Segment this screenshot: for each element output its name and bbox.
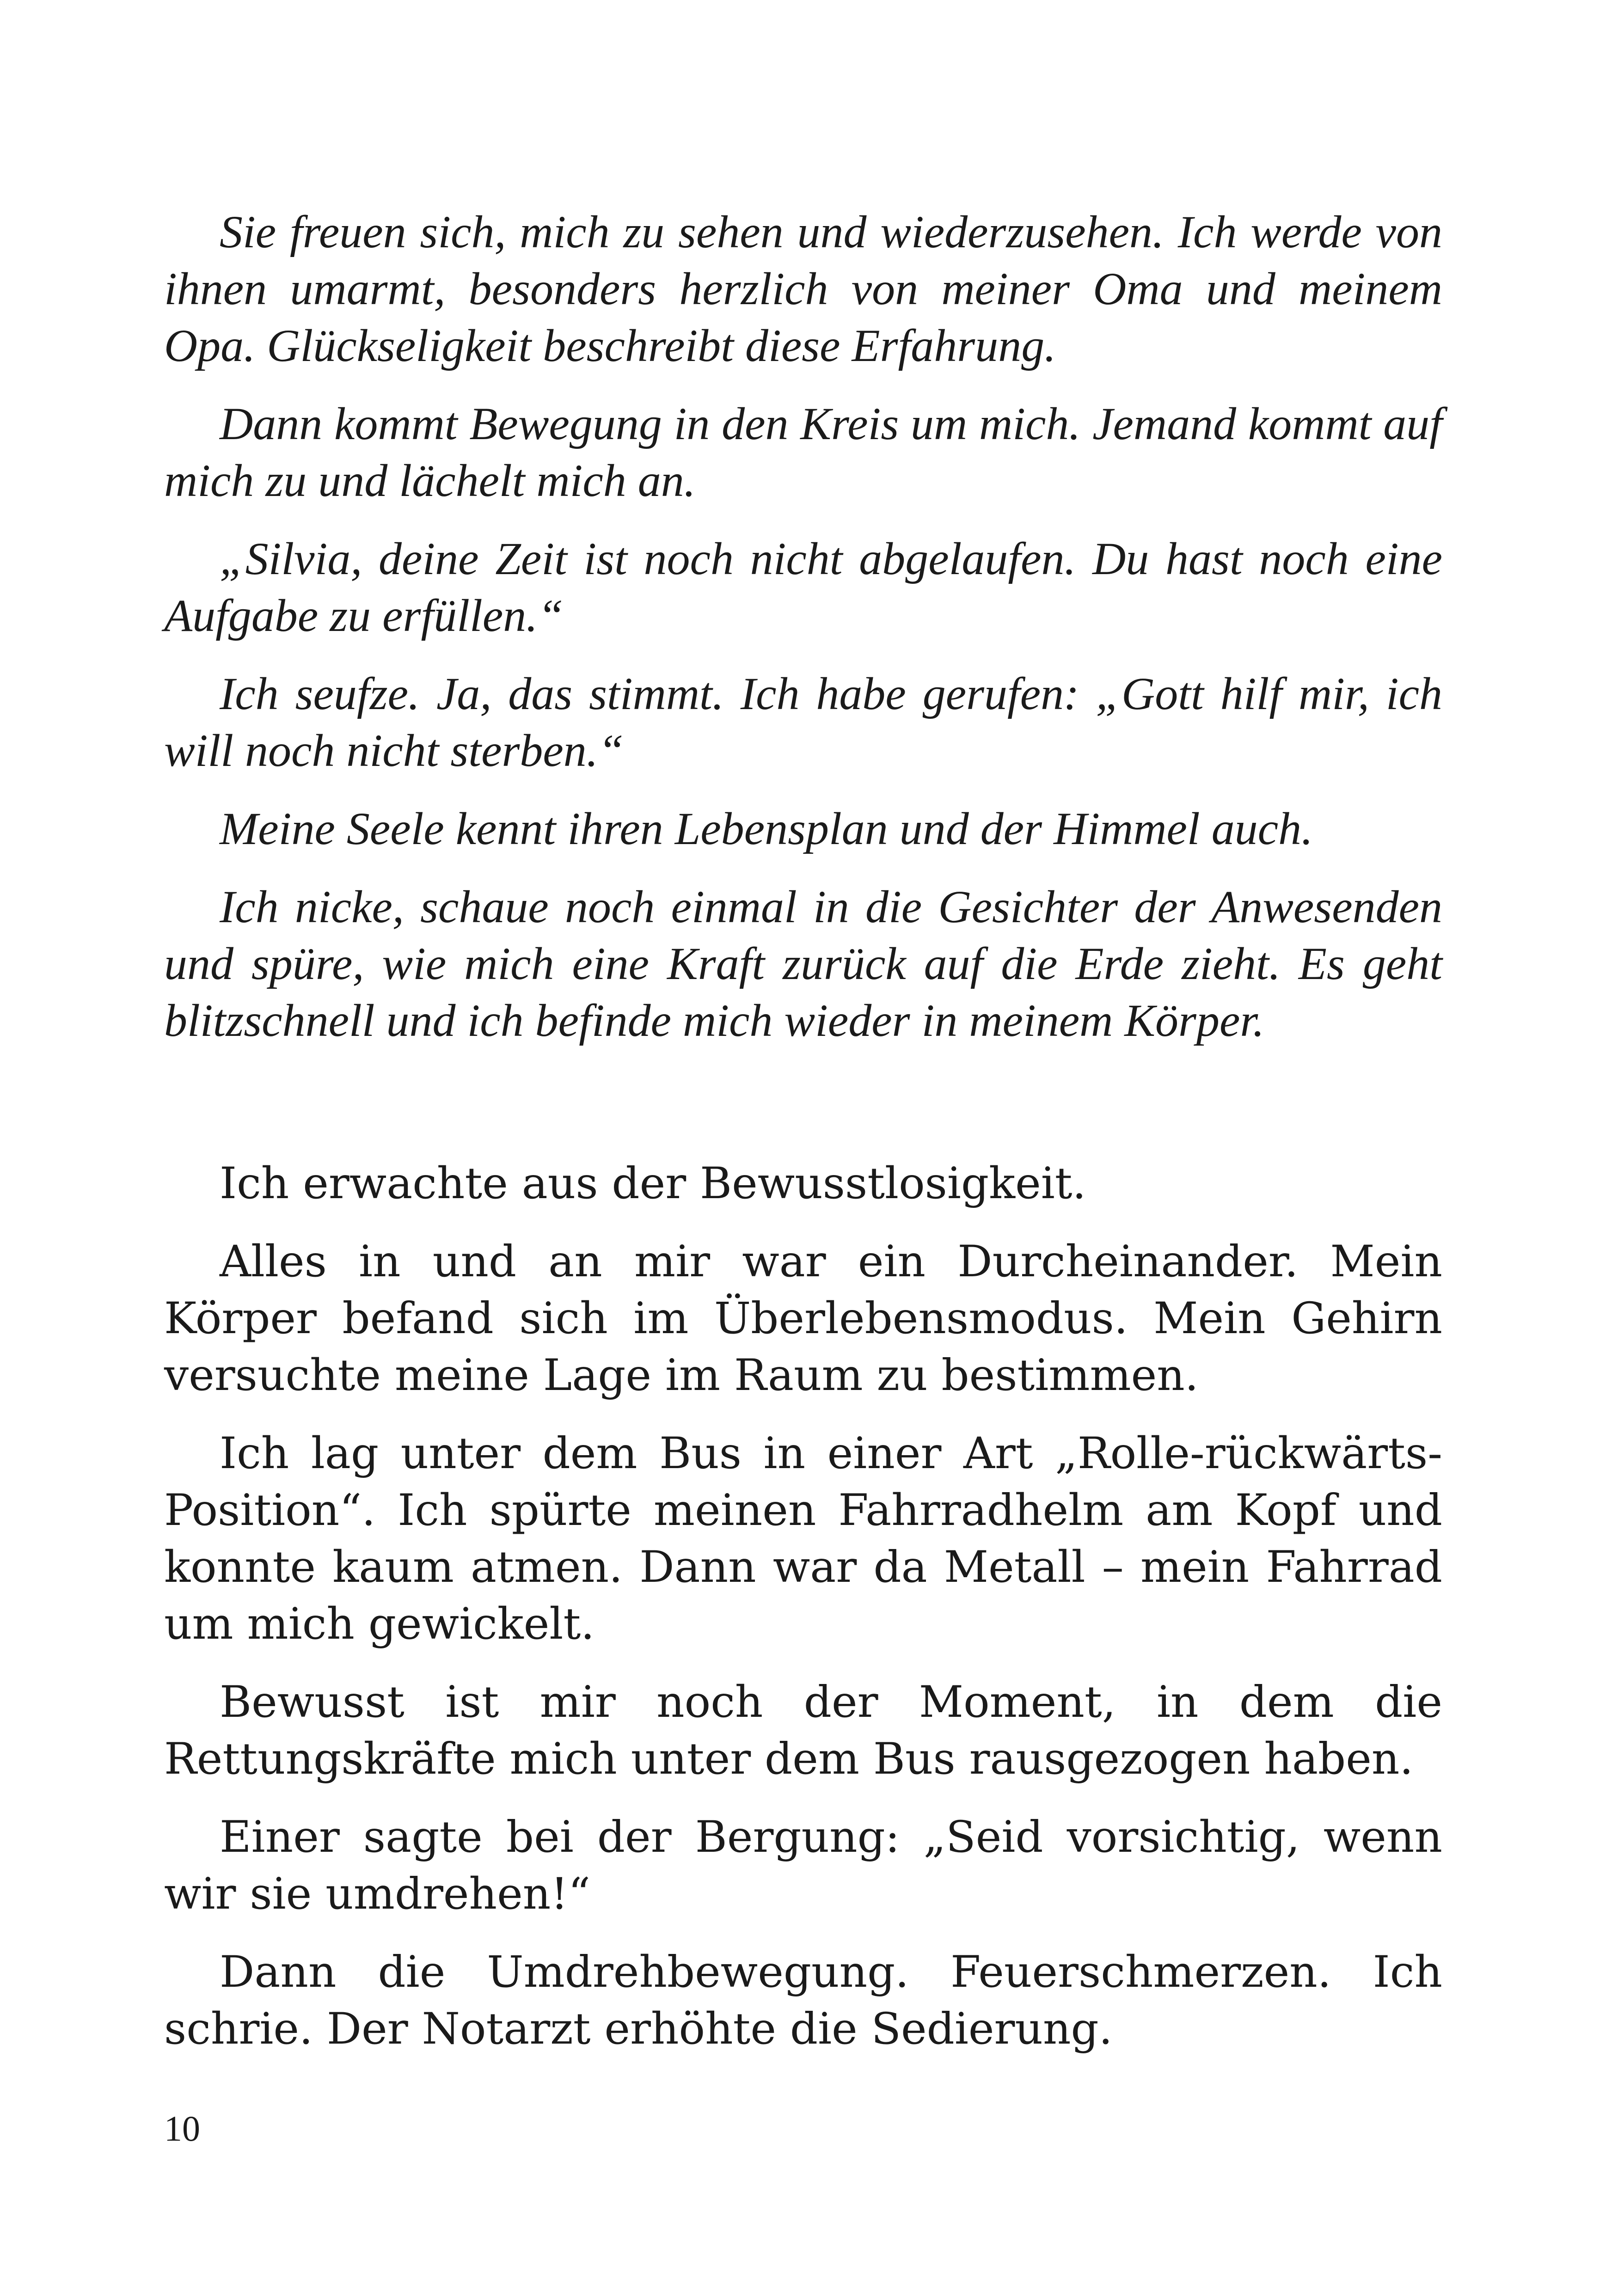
- paragraph: Alles in und an mir war ein Durcheinander. Mein Körper befand sich im Überlebensmodus. Mein Gehirn versuchte meine Lage im Raum zu bestimmen.: [164, 1237, 1442, 1401]
- paragraph: Ich erwachte aus der Bewusstlosigkeit.: [220, 1158, 1086, 1209]
- paragraph: Meine Seele kennt ihren Lebensplan und der Himmel auch.: [220, 803, 1313, 854]
- paragraph: Ich nicke, schaue noch einmal in die Gesichter der Anwesenden und spüre, wie mich eine Kraft zurück auf die Erde zieht. Es geht blitzschnell und ich befinde mich wieder in meinem Körper.: [164, 881, 1442, 1046]
- page-number: 10: [164, 2108, 200, 2149]
- paragraph: Sie freuen sich, mich zu sehen und wiederzusehen. Ich werde von ihnen umarmt, besonders herzlich von meiner Oma und meinem Opa. Glückseligkeit beschreibt diese Erfahrung.: [164, 206, 1442, 371]
- page-text: [164, 203, 1442, 2057]
- paragraph: Dann kommt Bewegung in den Kreis um mich. Jemand kommt auf mich zu und lächelt mich an.: [164, 398, 1442, 506]
- paragraph: „Silvia, deine Zeit ist noch nicht abgelaufen. Du hast noch eine Aufgabe zu erfüllen.“: [164, 533, 1442, 641]
- paragraph: Einer sagte bei der Bergung: „Seid vorsichtig, wenn wir sie umdrehen!“: [164, 1812, 1442, 1919]
- roman-section: [164, 1155, 1442, 2057]
- paragraph: Dann die Umdrehbewegung. Feuerschmerzen. Ich schrie. Der Notarzt erhöhte die Sedierung.: [164, 1947, 1442, 2054]
- italic-section: [164, 203, 1442, 1049]
- paragraph: Ich lag unter dem Bus in einer Art „Rolle-rückwärts-Position“. Ich spürte meinen Fahrradhelm am Kopf und konnte kaum atmen. Dann war da Metall – mein Fahrrad um mich gewickelt.: [164, 1428, 1442, 1649]
- paragraph: Bewusst ist mir noch der Moment, in dem die Rettungskräfte mich unter dem Bus rausgezogen haben.: [164, 1677, 1442, 1784]
- paragraph: Ich seufze. Ja, das stimmt. Ich habe gerufen: „Gott hilf mir, ich will noch nicht sterben.“: [164, 668, 1442, 776]
